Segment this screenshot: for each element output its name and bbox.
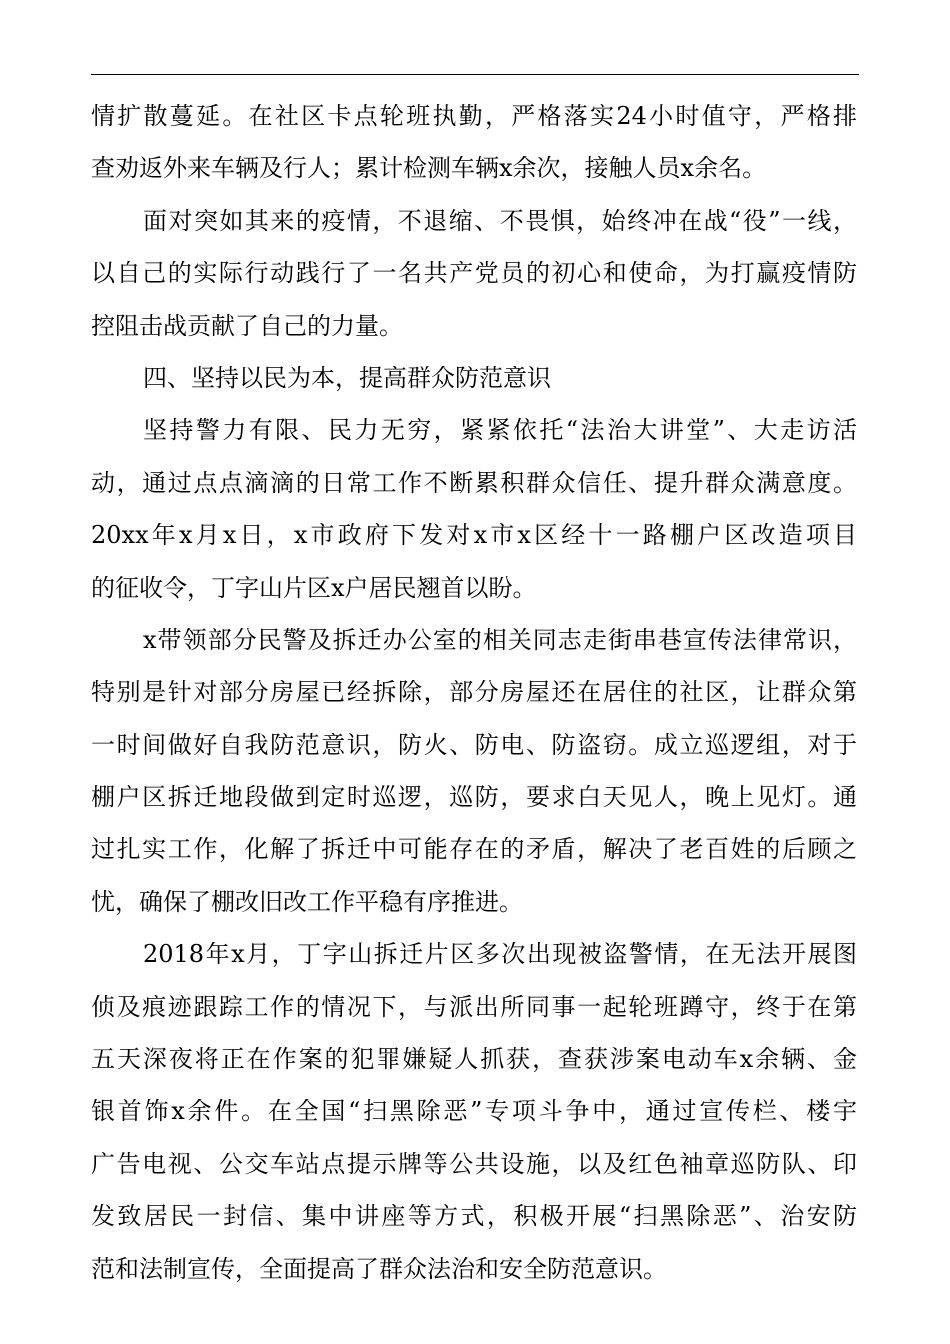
text-line: 控阻击战贡献了自己的力量。 — [91, 313, 403, 340]
text-line: 情扩散蔓延。在社区卡点轮班执勤，严格落实24小时值守，严格排 — [91, 104, 857, 130]
text-line: 一时间做好自我防范意识，防火、防电、防盗窃。成立巡逻组，对于 — [91, 732, 857, 759]
text-line: x带领部分民警及拆迁办公室的相关同志走街串巷宣传法律常识， — [143, 627, 857, 654]
text-line: 五天深夜将正在作案的犯罪嫌疑人抓获，查获涉案电动车x余辆、金 — [91, 1047, 857, 1074]
text-line: 发致居民一封信、集中讲座等方式，积极开展“扫黑除恶”、治安防 — [91, 1204, 857, 1231]
text-line: 范和法制宣传，全面提高了群众法治和安全防范意识。 — [91, 1256, 667, 1283]
text-line: 查劝返外来车辆及行人；累计检测车辆x余次，接触人员x余名。 — [91, 156, 767, 183]
text-line: 特别是针对部分房屋已经拆除，部分房屋还在居住的社区，让群众第 — [91, 680, 857, 707]
text-line: 的征收令，丁字山片区x户居民翘首以盼。 — [91, 575, 537, 602]
text-line: 忧，确保了棚改旧改工作平稳有序推进。 — [91, 889, 523, 916]
text-line: 银首饰x余件。在全国“扫黑除恶”专项斗争中，通过宣传栏、楼宇 — [91, 1099, 857, 1126]
text-line: 坚持警力有限、民力无穷，紧紧依托“法治大讲堂”、大走访活 — [143, 418, 857, 445]
text-line: 四、坚持以民为本，提高群众防范意识 — [143, 365, 551, 392]
text-line: 过扎实工作，化解了拆迁中可能存在的矛盾，解决了老百姓的后顾之 — [91, 837, 857, 864]
document-body — [91, 104, 857, 1309]
text-line: 面对突如其来的疫情，不退缩、不畏惧，始终冲在战“役”一线， — [143, 208, 857, 235]
text-line: 侦及痕迹跟踪工作的情况下，与派出所同事一起轮班蹲守，终于在第 — [91, 994, 857, 1021]
text-line: 动，通过点点滴滴的日常工作不断累积群众信任、提升群众满意度。 — [91, 470, 857, 497]
text-line: 20xx年x月x日，x市政府下发对x市x区经十一路棚户区改造项目 — [91, 523, 857, 550]
text-line: 2018年x月，丁字山拆迁片区多次出现被盗警情，在无法开展图 — [143, 942, 857, 969]
text-line: 广告电视、公交车站点提示牌等公共设施，以及红色袖章巡防队、印 — [91, 1151, 857, 1178]
text-line: 棚户区拆迁地段做到定时巡逻，巡防，要求白天见人，晚上见灯。通 — [91, 785, 857, 812]
text-line: 以自己的实际行动践行了一名共产党员的初心和使命，为打赢疫情防 — [91, 261, 857, 288]
header-rule — [91, 74, 859, 75]
